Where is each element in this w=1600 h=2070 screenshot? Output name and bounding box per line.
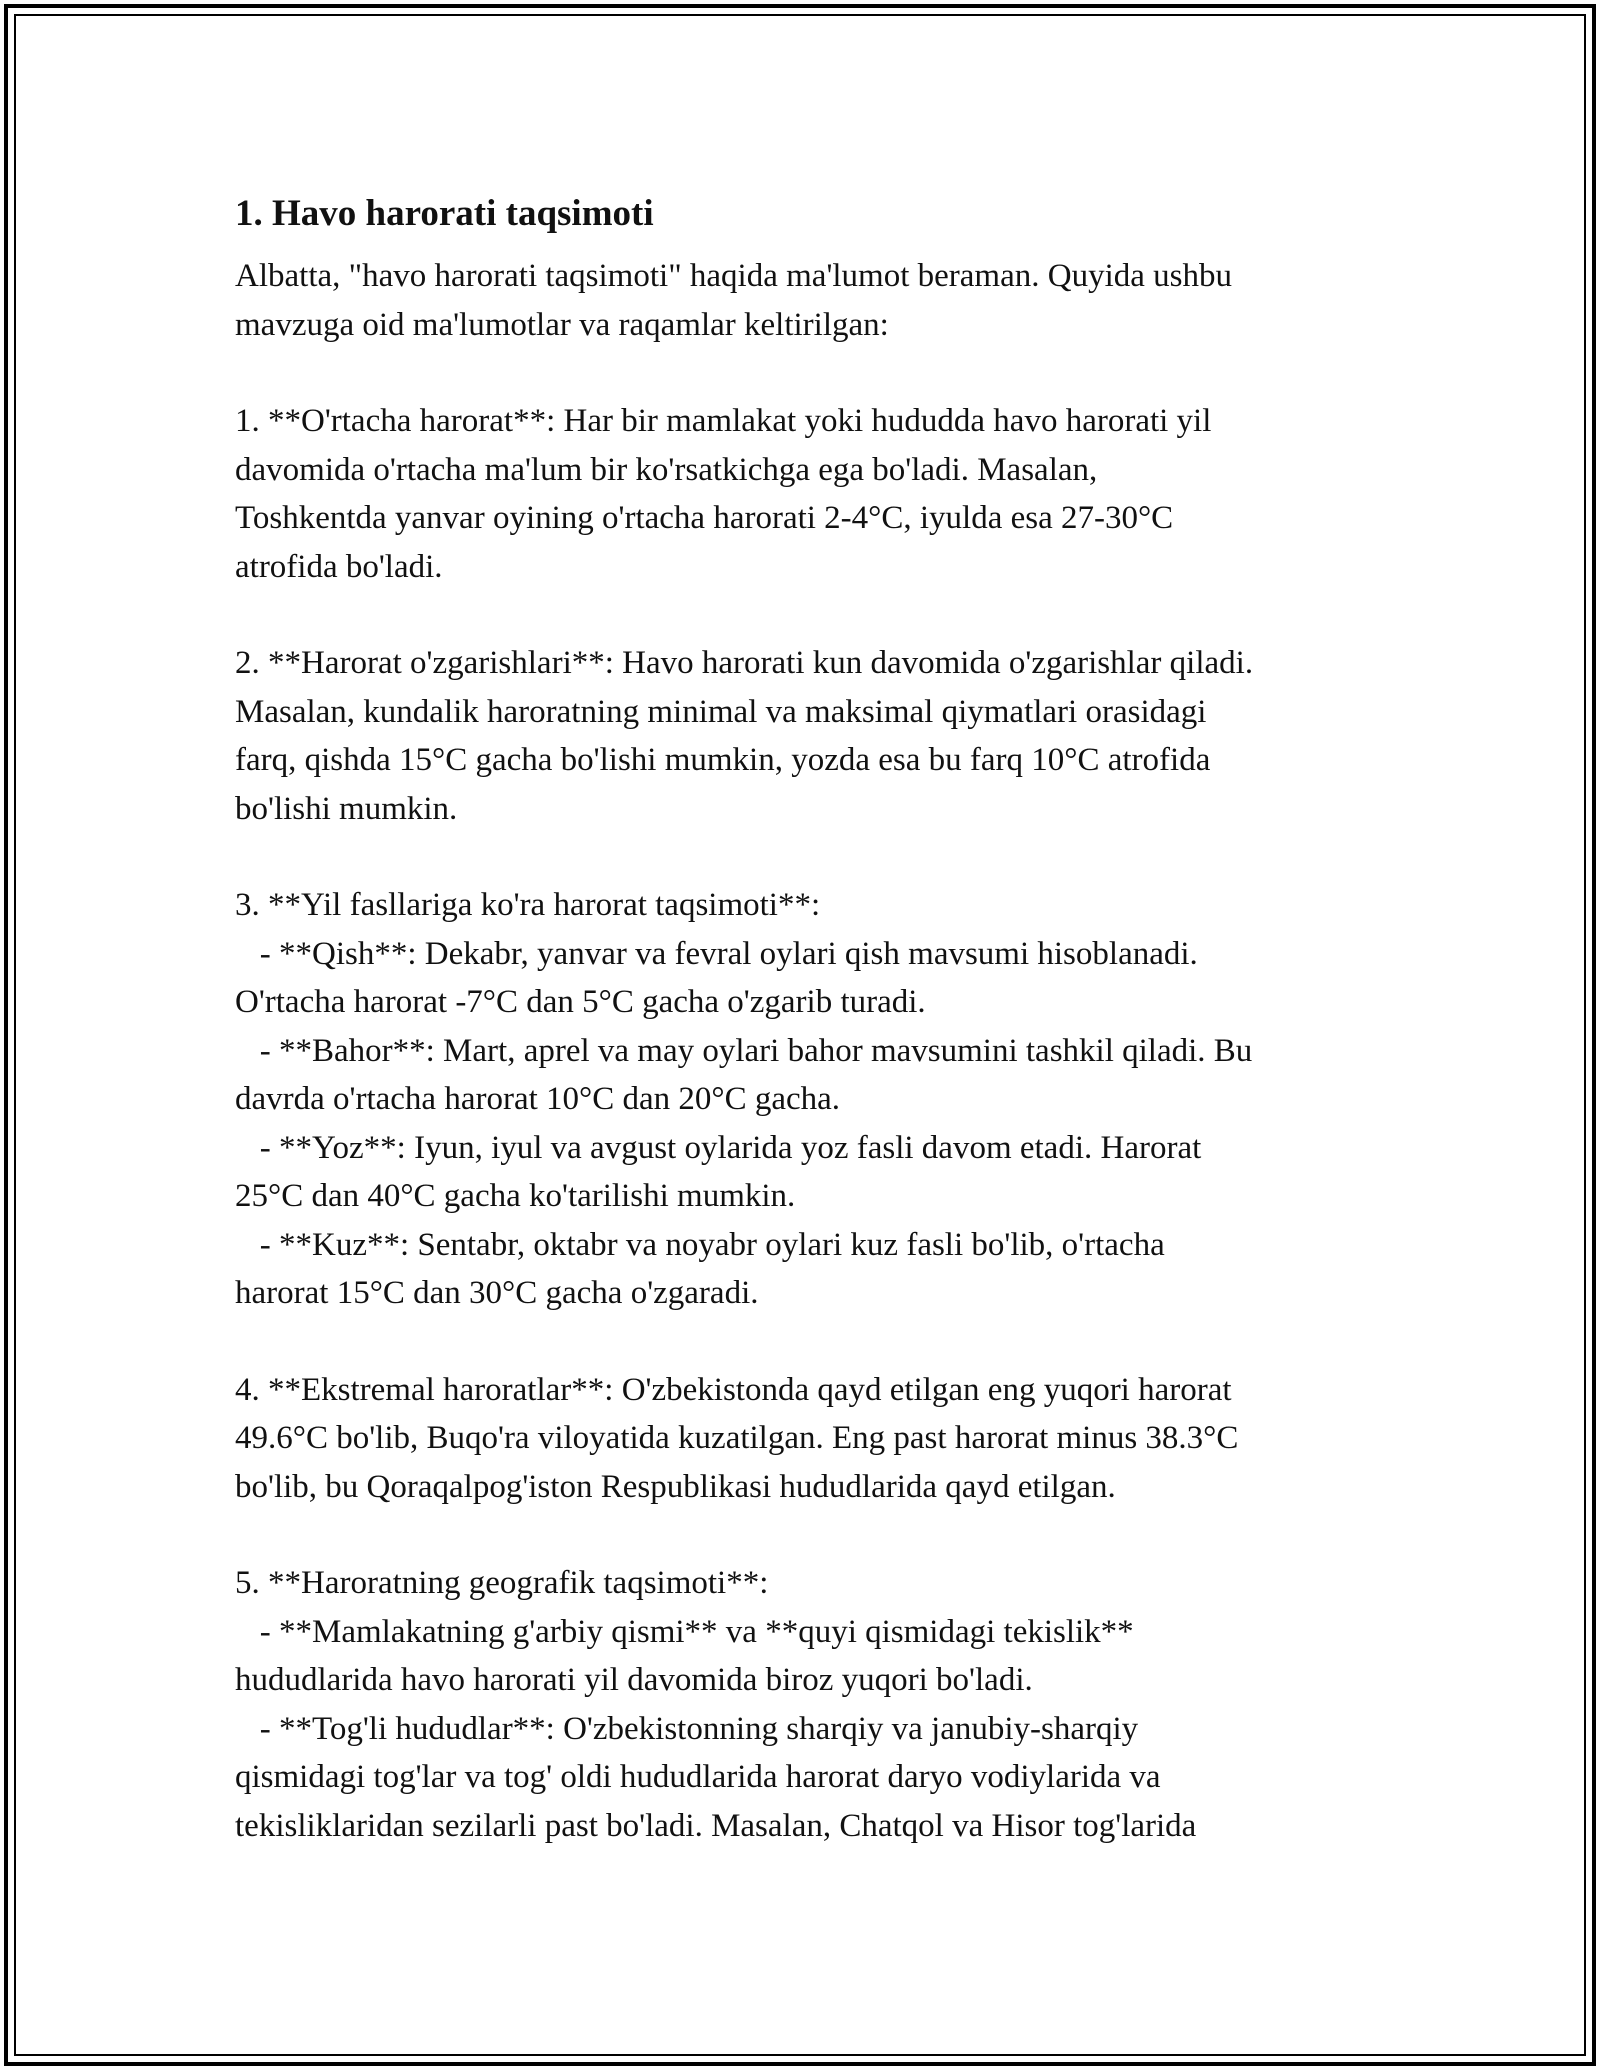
text-line: Masalan, kundalik haroratning minimal va maksimal qiymatlari orasidagi xyxy=(235,693,1207,730)
text-line: farq, qishda 15°C gacha bo'lishi mumkin, yozda esa bu farq 10°C atrofida xyxy=(235,742,1211,778)
text-line: davomida o'rtacha ma'lum bir ko'rsatkichga ega bo'ladi. Masalan, xyxy=(235,451,1098,488)
paragraph xyxy=(235,252,1375,349)
text-line: O'rtacha harorat -7°C dan 5°C gacha o'zgarib turadi. xyxy=(235,984,926,1020)
text-line: bo'lishi mumkin. xyxy=(235,790,458,827)
text-line: 25°C dan 40°C gacha ko'tarilishi mumkin. xyxy=(235,1178,796,1214)
paragraph xyxy=(235,1559,1375,1850)
text-line: bo'lib, bu Qoraqalpog'iston Respublikasi hududlarida qayd etilgan. xyxy=(235,1468,1116,1505)
text-line: davrda o'rtacha harorat 10°C dan 20°C gacha. xyxy=(235,1081,841,1117)
text-line: - **Mamlakatning g'arbiy qismi** va **quyi qismidagi tekislik** xyxy=(235,1613,1134,1650)
paragraph xyxy=(235,1366,1375,1512)
text-line: mavzuga oid ma'lumotlar va raqamlar keltirilgan: xyxy=(235,306,889,343)
text-line: - **Yoz**: Iyun, iyul va avgust oylarida yoz fasli davom etadi. Harorat xyxy=(235,1129,1202,1166)
text-line: Albatta, "havo harorati taqsimoti" haqida ma'lumot beraman. Quyida ushbu xyxy=(235,258,1232,294)
text-line: - **Bahor**: Mart, aprel va may oylari bahor mavsumini tashkil qiladi. Bu xyxy=(235,1032,1253,1069)
text-line: 5. **Haroratning geografik taqsimoti**: xyxy=(235,1565,769,1601)
paragraph xyxy=(235,881,1375,1318)
paragraph xyxy=(235,639,1375,833)
text-line: qismidagi tog'lar va tog' oldi hududlarida harorat daryo vodiylarida va xyxy=(235,1759,1161,1795)
text-line: tekisliklaridan sezilarli past bo'ladi. Masalan, Chatqol va Hisor tog'larida xyxy=(235,1807,1197,1844)
paragraph xyxy=(235,397,1375,591)
text-line: 1. **O'rtacha harorat**: Har bir mamlakat yoki hududda havo harorati yil xyxy=(235,403,1212,439)
text-line: 3. **Yil fasllariga ko'ra harorat taqsimoti**: xyxy=(235,887,821,923)
text-line: - **Tog'li hududlar**: O'zbekistonning sharqiy va janubiy-sharqiy xyxy=(235,1710,1139,1747)
text-line: atrofida bo'ladi. xyxy=(235,548,443,585)
text-line: - **Kuz**: Sentabr, oktabr va noyabr oylari kuz fasli bo'lib, o'rtacha xyxy=(235,1226,1165,1263)
document-body xyxy=(235,184,1375,1898)
text-line: 49.6°C bo'lib, Buqo'ra viloyatida kuzatilgan. Eng past harorat minus 38.3°C xyxy=(235,1420,1239,1456)
text-line: Toshkentda yanvar oyining o'rtacha harorati 2-4°C, iyulda esa 27-30°C xyxy=(235,500,1174,536)
text-line: 2. **Harorat o'zgarishlari**: Havo harorati kun davomida o'zgarishlar qiladi. xyxy=(235,645,1254,681)
text-line: harorat 15°C dan 30°C gacha o'zgaradi. xyxy=(235,1275,759,1311)
paragraph-container xyxy=(235,252,1375,1850)
text-line: - **Qish**: Dekabr, yanvar va fevral oylari qish mavsumi hisoblanadi. xyxy=(235,935,1198,972)
text-line: hududlarida havo harorati yil davomida biroz yuqori bo'ladi. xyxy=(235,1662,1033,1698)
document-title: 1. Havo harorati taqsimoti xyxy=(235,193,654,234)
text-line: 4. **Ekstremal haroratlar**: O'zbekistonda qayd etilgan eng yuqori harorat xyxy=(235,1371,1232,1408)
